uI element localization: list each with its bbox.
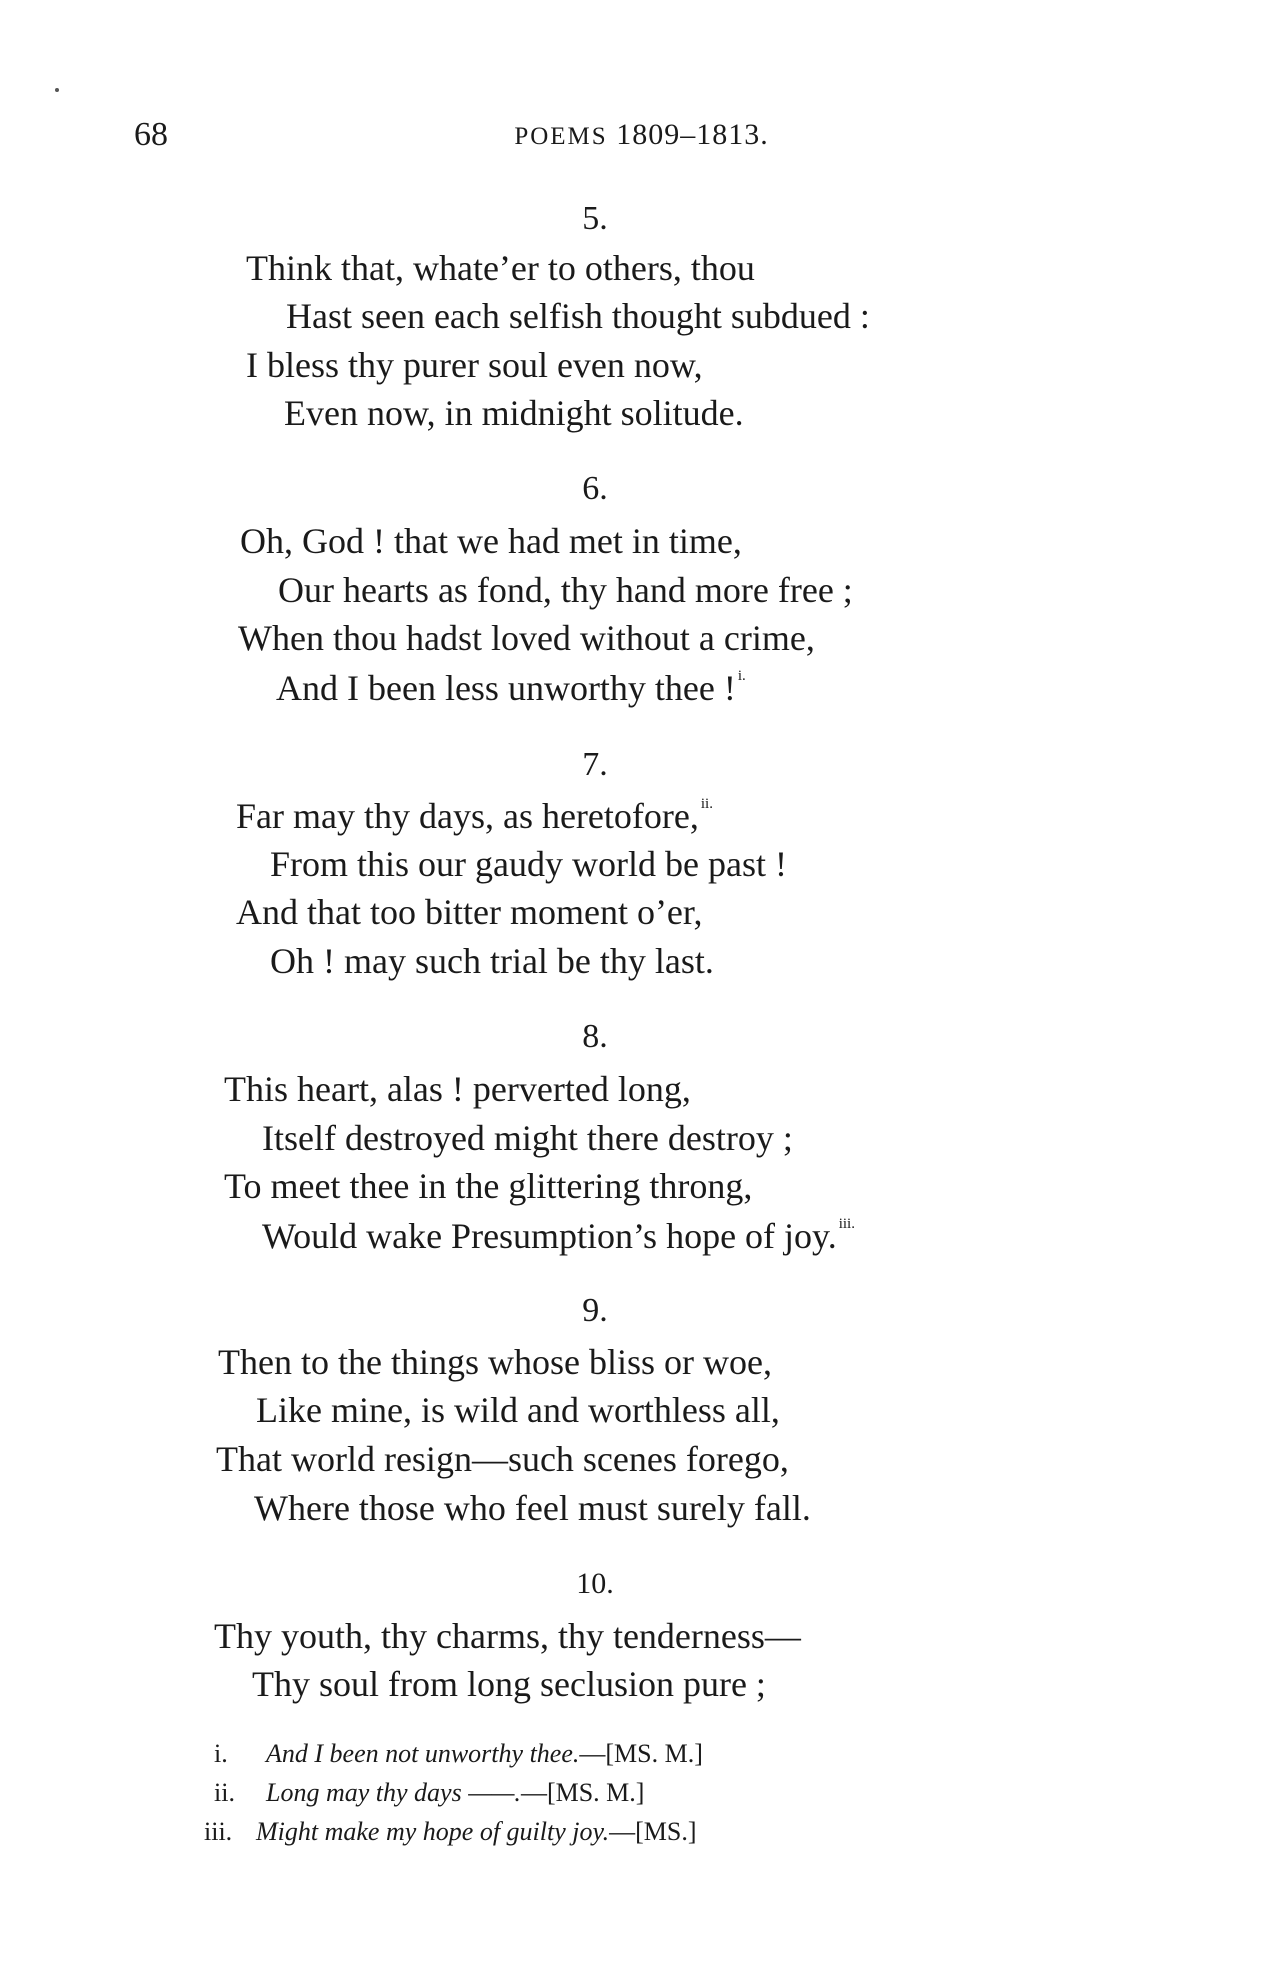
stanza-number: 10.	[576, 1567, 614, 1600]
footnote-ref: ii.	[700, 796, 713, 812]
poem-line	[262, 1217, 855, 1254]
poem-line: Oh, God ! that we had met in time,	[240, 521, 742, 561]
poem-line: Itself destroyed might there destroy ;	[262, 1118, 793, 1158]
footnote-text: Might make my hope of guilty joy.	[256, 1817, 610, 1846]
poem-line: When thou hadst loved without a crime,	[238, 618, 815, 658]
footnote	[214, 1780, 644, 1806]
poem-line: Even now, in midnight solitude.	[284, 393, 744, 433]
poem-line	[236, 797, 713, 834]
footnote-text: And I been not unworthy thee.	[266, 1739, 580, 1768]
poem-line: From this our gaudy world be past !	[270, 844, 787, 884]
poem-line: Thy youth, thy charms, thy tenderness—	[214, 1616, 801, 1656]
poem-line: I bless thy purer soul even now,	[246, 345, 703, 385]
poem-line: Like mine, is wild and worthless all,	[256, 1390, 780, 1430]
footnote-text: Long may thy days ——.	[266, 1778, 521, 1807]
stanza-number: 5.	[582, 200, 608, 237]
poem-line: And that too bitter moment o’er,	[236, 892, 703, 932]
poem-line: Hast seen each selfish thought subdued :	[286, 296, 870, 336]
poem-line-text: Far may thy days, as heretofore,	[236, 796, 699, 836]
poem-line: Then to the things whose bliss or woe,	[218, 1342, 772, 1382]
stanza-number: 6.	[582, 470, 608, 507]
poem-line: To meet thee in the glittering throng,	[224, 1166, 753, 1206]
poem-line: Where those who feel must surely fall.	[254, 1488, 811, 1528]
page-number: 68	[134, 116, 168, 153]
running-title-years: 1809–1813.	[616, 118, 769, 151]
poem-line-text: And I been less unworthy thee !	[276, 668, 736, 708]
poem-line-text: Would wake Presumption’s hope of joy.	[262, 1216, 837, 1256]
footnote-marker: i.	[214, 1739, 228, 1768]
footnote	[214, 1741, 703, 1767]
stanza-number: 9.	[582, 1292, 608, 1329]
poem-line: Thy soul from long seclusion pure ;	[252, 1664, 766, 1704]
poem-line: Oh ! may such trial be thy last.	[270, 941, 714, 981]
stanza-number: 8.	[582, 1018, 608, 1055]
poem-line	[276, 669, 746, 706]
running-title-caps: POEMS	[514, 123, 608, 150]
footnote-source: —[MS. M.]	[579, 1739, 703, 1768]
footnote-marker: iii.	[204, 1817, 233, 1846]
footnote-source: —[MS. M.]	[520, 1778, 645, 1807]
footnote-ref: i.	[737, 668, 746, 684]
running-title	[0, 118, 1283, 152]
poem-line: That world resign—such scenes forego,	[216, 1439, 789, 1479]
footnote-source: —[MS.]	[609, 1817, 697, 1846]
page-speck	[55, 88, 59, 92]
poem-line: This heart, alas ! perverted long,	[224, 1069, 691, 1109]
stanza-number: 7.	[582, 746, 608, 783]
footnote-marker: ii.	[214, 1778, 235, 1807]
footnote	[204, 1819, 697, 1845]
footnote-ref: iii.	[838, 1216, 855, 1232]
poem-line: Our hearts as fond, thy hand more free ;	[278, 570, 853, 610]
poem-line: Think that, whate’er to others, thou	[246, 248, 755, 288]
